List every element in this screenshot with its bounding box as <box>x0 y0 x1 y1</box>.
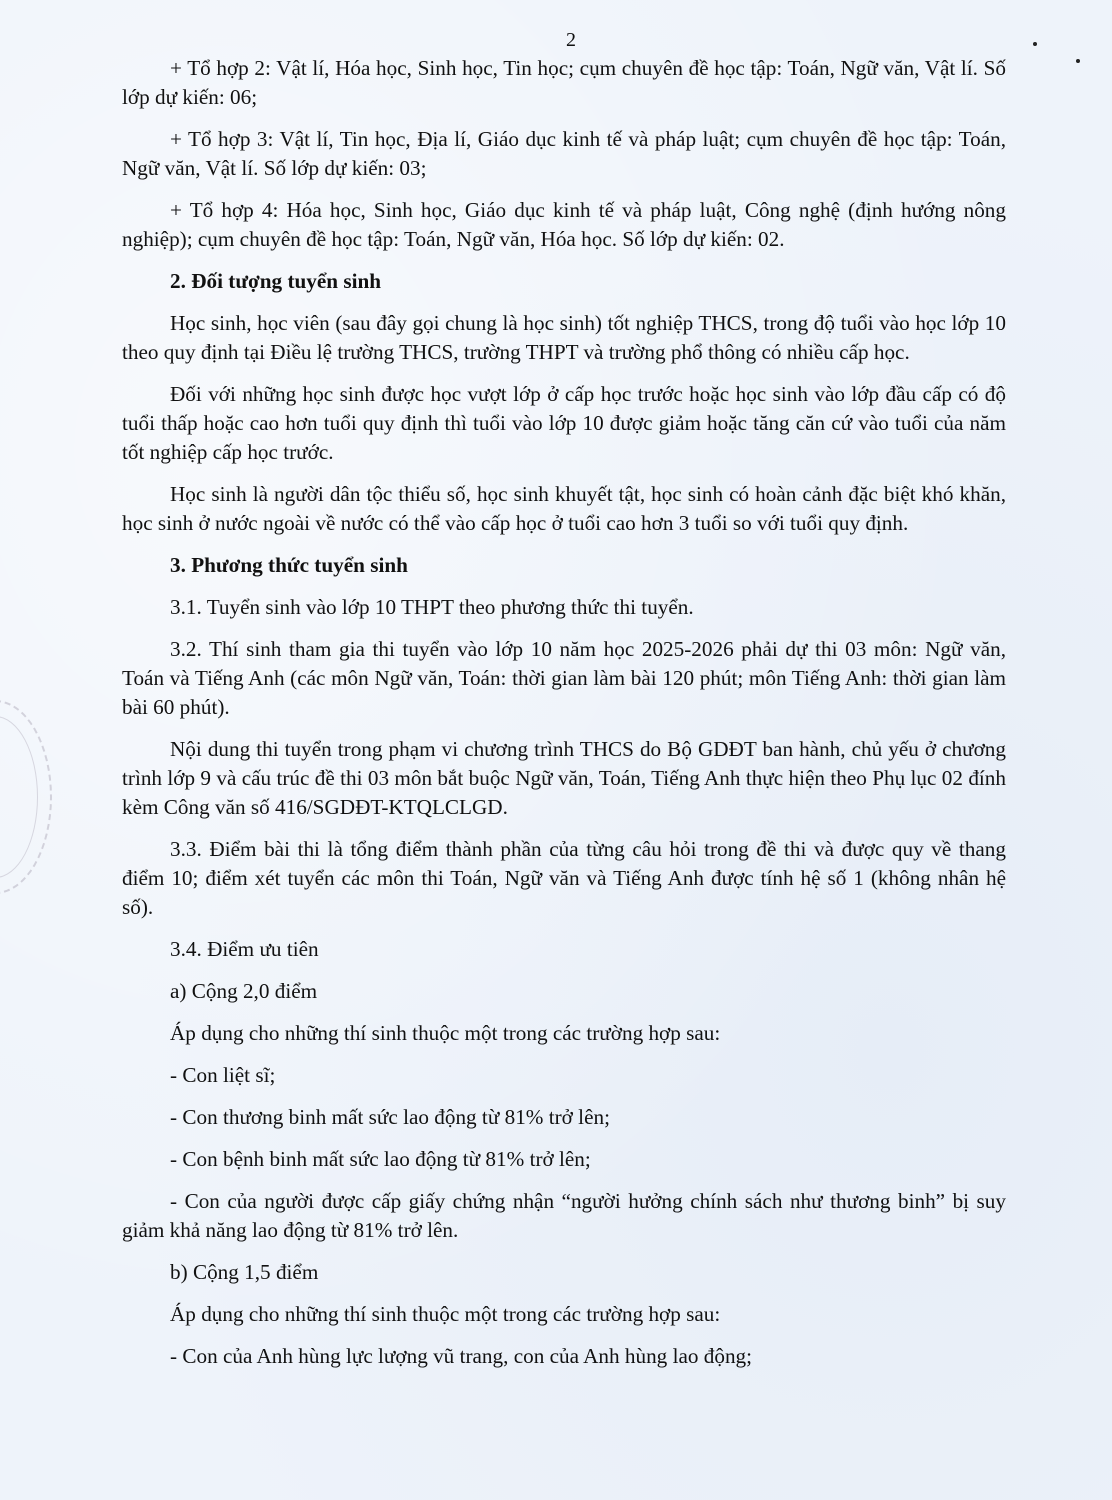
official-stamp-fragment <box>0 700 52 894</box>
paragraph-3-2: 3.2. Thí sinh tham gia thi tuyển vào lớp 10 năm học 2025-2026 phải dự thi 03 môn: Ngữ văn, Toán và Tiếng Anh (các môn Ngữ văn, Toán: thời gian làm bài 120 phút; môn Tiếng Anh: thời gian làm bài 60 phút). <box>122 637 1006 719</box>
paragraph-exam-content: Nội dung thi tuyển trong phạm vi chương trình THCS do Bộ GDĐT ban hành, chủ yếu ở chương trình lớp 9 và cấu trúc đề thi 03 môn bắt buộc Ngữ văn, Toán, Tiếng Anh thực hiện theo Phụ lục 02 đính kèm Công văn số 416/SGDĐT-KTQLCLGD. <box>122 737 1006 819</box>
scan-speck <box>1076 59 1080 63</box>
scan-speck <box>1033 42 1037 46</box>
list-item: - Con liệt sĩ; <box>170 1063 276 1087</box>
paragraph-eligibility: Học sinh, học viên (sau đây gọi chung là học sinh) tốt nghiệp THCS, trong độ tuổi vào học lớp 10 theo quy định tại Điều lệ trường THCS, trường THPT và trường phổ thông có nhiều cấp học. <box>122 311 1006 364</box>
paragraph-apply-a: Áp dụng cho những thí sinh thuộc một trong các trường hợp sau: <box>170 1021 721 1045</box>
paragraph-3-3: 3.3. Điểm bài thi là tổng điểm thành phần của từng câu hỏi trong đề thi và được quy về thang điểm 10; điểm xét tuyển các môn thi Toán, Ngữ văn và Tiếng Anh được tính hệ số 1 (không nhân hệ số). <box>122 837 1006 919</box>
paragraph-bonus-b: b) Cộng 1,5 điểm <box>170 1260 319 1284</box>
list-item: - Con bệnh binh mất sức lao động từ 81% trở lên; <box>170 1147 591 1171</box>
paragraph-3-1: 3.1. Tuyển sinh vào lớp 10 THPT theo phương thức thi tuyển. <box>170 595 694 619</box>
paragraph-apply-b: Áp dụng cho những thí sinh thuộc một trong các trường hợp sau: <box>170 1302 721 1326</box>
paragraph-special-cases: Học sinh là người dân tộc thiểu số, học sinh khuyết tật, học sinh có hoàn cảnh đặc biệt khó khăn, học sinh ở nước ngoài về nước có thể vào cấp học ở tuổi cao hơn 3 tuổi so với tuổi quy định. <box>122 482 1006 535</box>
list-item: - Con của Anh hùng lực lượng vũ trang, con của Anh hùng lao động; <box>170 1344 753 1368</box>
paragraph-combo-2: + Tổ hợp 2: Vật lí, Hóa học, Sinh học, Tin học; cụm chuyên đề học tập: Toán, Ngữ văn, Vật lí. Số lớp dự kiến: 06; <box>122 56 1006 109</box>
section-heading-admission-subjects: 2. Đối tượng tuyển sinh <box>170 269 382 293</box>
list-item: - Con của người được cấp giấy chứng nhận “người hưởng chính sách như thương binh” bị suy giảm khả năng lao động từ 81% trở lên. <box>122 1189 1006 1242</box>
page-number: 2 <box>566 29 576 51</box>
paragraph-combo-3: + Tổ hợp 3: Vật lí, Tin học, Địa lí, Giáo dục kinh tế và pháp luật; cụm chuyên đề học tập: Toán, Ngữ văn, Vật lí. Số lớp dự kiến: 03; <box>122 127 1006 180</box>
section-heading-admission-method: 3. Phương thức tuyển sinh <box>170 553 408 577</box>
list-item: - Con thương binh mất sức lao động từ 81% trở lên; <box>170 1105 610 1129</box>
paragraph-combo-4: + Tổ hợp 4: Hóa học, Sinh học, Giáo dục kinh tế và pháp luật, Công nghệ (định hướng nông nghiệp); cụm chuyên đề học tập: Toán, Ngữ văn, Hóa học. Số lớp dự kiến: 02. <box>122 198 1006 251</box>
document-page <box>122 28 1006 1384</box>
paragraph-bonus-a: a) Cộng 2,0 điểm <box>170 979 318 1003</box>
paragraph-3-4-title: 3.4. Điểm ưu tiên <box>170 937 319 961</box>
paragraph-age-adjustment: Đối với những học sinh được học vượt lớp ở cấp học trước hoặc học sinh vào lớp đầu cấp có độ tuổi thấp hoặc cao hơn tuổi quy định thì tuổi vào lớp 10 được giảm hoặc tăng căn cứ vào tuổi của năm tốt nghiệp cấp học trước. <box>122 382 1006 464</box>
